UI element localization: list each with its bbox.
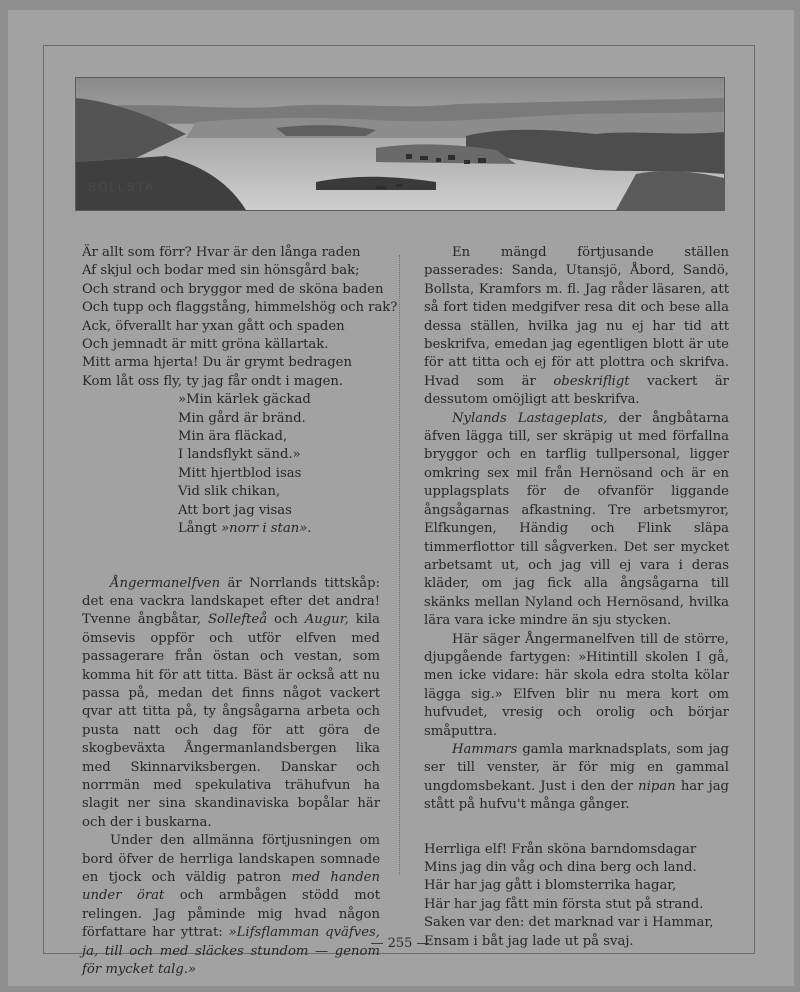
paragraph-text: der ångbåtarna äfven lägga till, ser skräpig ut med förfallna bryggor och en tarflig tullpersonal, ligger omkring sex mil från Hernösand och är en upplagsplats för de ofvanför liggande ångsågarnas afkastning. Tre arbetsmyror, Elfkungen, Händig och Flink släpa timmerflottor till sågverken. Det ser mycket arbetsamt ut, och jag vill ej vara i deras kläder, om jag fick alla ångsågarna till skänks mellan Nyland och Hernösand, hvilka lära vara icke mindre än sju stycken. bbox=[424, 410, 729, 629]
poem-line: Kom låt oss fly, ty jag får ondt i magen. bbox=[82, 373, 344, 389]
poem-line: Vid slik chikan, bbox=[178, 484, 281, 500]
italic-phrase: med handen under örat bbox=[82, 870, 380, 904]
italic-term: Ångermanelfven bbox=[110, 575, 221, 591]
poem-line: Herrliga elf! Från sköna barndomsdagar bbox=[424, 841, 697, 857]
poem-line: Och jemnadt är mitt gröna källartak. bbox=[82, 337, 329, 353]
paragraph-text: har jag stått på hufvu't många gånger. bbox=[424, 778, 729, 813]
poem-line: Och tupp och flaggstång, himmelshög och rak? bbox=[82, 300, 398, 316]
poem-line: Att bort jag visas bbox=[178, 502, 292, 518]
illustration-caption: BOLLSTA bbox=[88, 180, 156, 194]
poem-stanza-3 bbox=[424, 841, 729, 951]
paragraph-text: vackert är dessutom omöjligt att beskrifva. bbox=[424, 373, 729, 408]
landscape-illustration bbox=[76, 78, 724, 210]
poem-line: Här har jag gått i blomsterrika hagar, bbox=[424, 878, 677, 894]
paragraph-text: Under den allmänna förtjusningen om bord öfver de herrliga landskapen somnade en tjock och väldig patron bbox=[82, 833, 380, 885]
poem-line: Är allt som förr? Hvar är den långa raden bbox=[82, 245, 361, 260]
italic-term: Sollefteå bbox=[208, 612, 268, 628]
page-number: — 255 — bbox=[370, 936, 430, 951]
poem-italic-text: »norr i stan». bbox=[221, 521, 312, 537]
poem-line: Ensam i båt jag lade ut på svaj. bbox=[424, 933, 634, 949]
paragraph bbox=[424, 410, 729, 631]
poem-line: Saken var den: det marknad var i Hammar, bbox=[424, 915, 714, 931]
poem-line: Mins jag din våg och dina berg och land. bbox=[424, 860, 697, 875]
poem-text: Långt bbox=[178, 521, 217, 537]
italic-term: obeskrifligt bbox=[553, 373, 630, 389]
poem-line: Här har jag fått min första stut på strand. bbox=[424, 896, 704, 912]
poem-line: »Min kärlek gäckad bbox=[178, 392, 311, 408]
column-divider bbox=[399, 255, 400, 875]
italic-term: Nylands Lastageplats, bbox=[452, 410, 608, 426]
poem-stanza-1 bbox=[82, 244, 398, 391]
paragraph bbox=[82, 832, 380, 979]
italic-term: Hammars bbox=[452, 741, 518, 757]
poem-line bbox=[82, 520, 380, 538]
poem-line: Af skjul och bodar med sin hönsgård bak; bbox=[82, 263, 360, 279]
paragraph-text: gamla marknadsplats, som jag ser till venster, är för mig en gammal ungdomsbekant. Just i den der bbox=[424, 741, 729, 794]
poem-line: Min ära fläckad, bbox=[178, 429, 288, 445]
poem-line: Och strand och bryggor med de sköna baden bbox=[82, 281, 384, 297]
paragraph-text: En mängd förtjusande ställen passerades: Sanda, Utansjö, Åbord, Sandö, Bollsta, Kramfors m. fl. Jag råder läsaren, att så fort tiden medgifver resa dit och bese alla dessa ställen, hvilka jag nu ej har tid att beskrifva, emedan jag egentligen blott är ute för att titta och ej för att plottra och skrifva. Hvad som är bbox=[424, 245, 729, 389]
paragraph bbox=[424, 741, 729, 815]
paragraph bbox=[424, 244, 729, 410]
right-column bbox=[424, 244, 729, 951]
left-column bbox=[82, 244, 398, 979]
italic-term: nipan bbox=[638, 778, 676, 794]
paragraph-text: och armbågen stödd mot relingen. Jag påminde mig hvad någon författare har yttrat: bbox=[82, 888, 381, 941]
italic-term: Augur, bbox=[304, 612, 349, 628]
poem-stanza-2 bbox=[82, 391, 380, 538]
paragraph: Här säger Ångermanelfven till de större, djupgående fartygen: »Hitintill skolen I gå, men icke vidare: här skola edra stolta kölar lägga sig.» Elfven blir nu mera kort om hufvudet, vresig och orolig och börjar småputtra. bbox=[424, 631, 729, 739]
poem-line: Mitt arma hjerta! Du är grymt bedragen bbox=[82, 355, 352, 371]
poem-line: Min gård är bränd. bbox=[178, 410, 306, 426]
poem-line: Ack, öfverallt har yxan gått och spaden bbox=[82, 318, 345, 334]
poem-line: I landsflykt sänd.» bbox=[178, 447, 301, 463]
paragraph bbox=[82, 575, 380, 833]
italic-quote: »Lifsflamman qväfves, ja, till och med släckes stundom — genom för mycket talg.» bbox=[82, 925, 380, 978]
paragraph-text: är Norrlands tittskåp: det ena vackra landskapet efter det andra! Tvenne ångbåtar, bbox=[82, 575, 380, 628]
paragraph-text: kila ömsevis oppför och utför elfven med passagerare från östan och vestan, som komma hit för att titta. Bäst är också att nu passa på, medan det finns något vackert qvar att titta på, ty ångsågarna arbeta och pusta natt och dag för att göra de skogbeväxta Ångermanlandsbergen lika med Skinnarviksbergen. Danskar och norrmän med spekulativa trähufvun ha slagit ner sina skandinaviska bopålar här och der i buskarna. bbox=[82, 612, 380, 830]
paragraph-text: och bbox=[267, 612, 305, 628]
header-illustration bbox=[75, 77, 725, 211]
poem-line: Mitt hjertblod isas bbox=[178, 465, 302, 481]
